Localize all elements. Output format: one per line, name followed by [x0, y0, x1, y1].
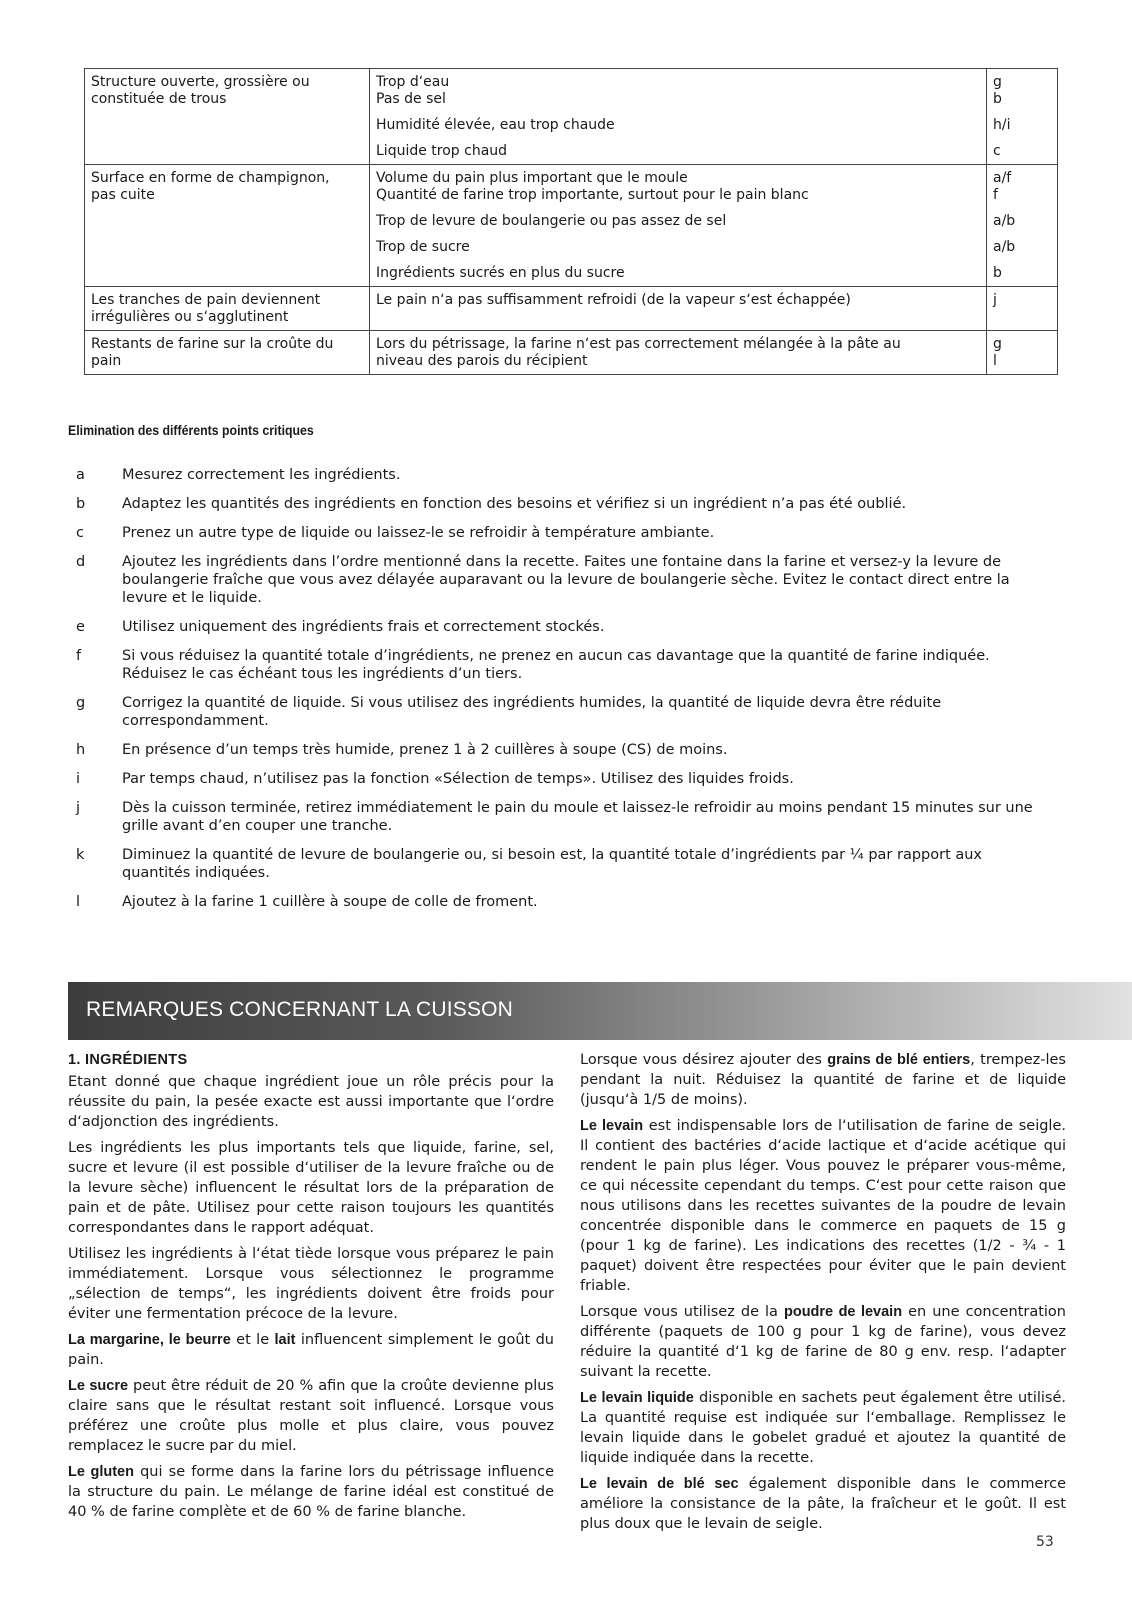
symptom-cell: Les tranches de pain deviennent irrégulières ou s‘agglutinent [85, 287, 370, 331]
bold-term: Le levain [580, 1118, 644, 1134]
right-column [580, 1050, 1066, 1540]
text-run: qui se forme dans la farine lors du pétrissage influence la structure du pain. Le mélange de farine idéal est constitué de 40 % de farine complète et de 60 % de farine blanche. [68, 1464, 554, 1520]
cause-cell: Le pain n‘a pas suffisamment refroidi (de la vapeur s‘est échappée) [370, 287, 987, 331]
item-text: Dès la cuisson terminée, retirez immédiatement le pain du moule et laissez-le refroidir au moins pendant 15 minutes sur une grille avant d’en couper une tranche. [122, 800, 1033, 834]
item-text: Si vous réduisez la quantité totale d’ingrédients, ne prenez en aucun cas davantage que la quantité de farine indiquée. Réduisez le cas échéant tous les ingrédients d’un tiers. [122, 648, 990, 682]
list-item [68, 741, 1038, 759]
text-run: en une concentration différente (paquets de 100 g pour 1 kg de farine), vous devez réduire la quantité d‘1 kg de farine de 80 g env. resp. l‘adapter suivant la recette. [580, 1304, 1066, 1380]
paragraph [580, 1116, 1066, 1296]
item-text: En présence d’un temps très humide, prenez 1 à 2 cuillères à soupe (CS) de moins. [122, 742, 728, 758]
item-text: Ajoutez les ingrédients dans l’ordre mentionné dans la recette. Faites une fontaine dans la farine et versez-y la levure de boulangerie fraîche que vous avez délayée auparavant ou la levure de boulangerie sèche. Evitez le contact direct entre la levure et le liquide. [122, 554, 1010, 606]
item-letter: i [76, 771, 81, 787]
table-row [85, 165, 1058, 209]
paragraph [580, 1388, 1066, 1468]
item-letter: e [76, 619, 85, 635]
item-letter: k [76, 847, 85, 863]
ingredients-heading: 1. INGRÉDIENTS [68, 1052, 188, 1068]
section-title: REMARQUES CONCERNANT LA CUISSON [86, 998, 514, 1021]
item-text: Mesurez correctement les ingrédients. [122, 467, 401, 483]
item-text: Adaptez les quantités des ingrédients en fonction des besoins et vérifiez si un ingrédient n’a pas été oublié. [122, 496, 907, 512]
cause-cell: Liquide trop chaud [370, 138, 987, 165]
remedy-code-cell: j [987, 287, 1058, 331]
list-item [68, 694, 1038, 730]
paragraph [580, 1050, 1066, 1110]
list-item [68, 495, 1038, 513]
paragraph [68, 1244, 554, 1324]
table-row [85, 287, 1058, 331]
item-text: Ajoutez à la farine 1 cuillère à soupe de colle de froment. [122, 894, 538, 910]
bold-term: lait [274, 1332, 296, 1348]
item-text: Prenez un autre type de liquide ou laissez-le se refroidir à température ambiante. [122, 525, 715, 541]
section-banner [68, 982, 1132, 1040]
bold-term: grains de blé entiers [827, 1052, 971, 1068]
text-run: Etant donné que chaque ingrédient joue un rôle précis pour la réussite du pain, la pesée exacte est aussi importante que l‘ordre d‘adjonction des ingrédients. [68, 1074, 554, 1130]
text-run: , trempez-les pendant la nuit. Réduisez la quantité de farine et de liquide (jusqu‘à 1/5 de moins). [580, 1052, 1066, 1108]
item-letter: h [76, 742, 86, 758]
text-run: Lorsque vous utilisez de la [580, 1304, 784, 1320]
paragraph [580, 1474, 1066, 1534]
paragraph [68, 1376, 554, 1456]
item-text: Utilisez uniquement des ingrédients frais et correctement stockés. [122, 619, 605, 635]
paragraph [68, 1462, 554, 1522]
text-run: est indispensable lors de l‘utilisation de farine de seigle. Il contient des bactéries d‘acide lactique et d‘acide acétique qui rendent le pain plus léger. Vous pouvez le préparer vous-même, ce qui nécessite cependant du temps. C‘est pour cette raison que nous utilisons dans les recettes suivantes de la poudre de levain concentrée disponible dans le commerce en paquets de 15 g (pour 1 kg de farine). Les indications des recettes (1/2 - ¾ - 1 paquet) doivent être respectées pour éviter que le pain devient friable. [580, 1118, 1066, 1294]
paragraph [68, 1072, 554, 1132]
item-letter: f [76, 648, 82, 664]
text-run: également disponible dans le commerce améliore la consistance de la pâte, la fraîcheur et le goût. Il est plus doux que le levain de seigle. [580, 1476, 1066, 1532]
table-row [85, 69, 1058, 113]
paragraph [580, 1302, 1066, 1382]
bold-term: poudre de levain [783, 1304, 903, 1320]
remedy-code-cell: h/i [987, 112, 1058, 138]
cause-cell: Humidité élevée, eau trop chaude [370, 112, 987, 138]
symptom-cell: Surface en forme de champignon, pas cuite [85, 165, 370, 287]
troubleshooting-table [84, 68, 1058, 375]
item-text: Par temps chaud, n’utilisez pas la fonction «Sélection de temps». Utilisez des liquides froids. [122, 771, 794, 787]
symptom-cell: Structure ouverte, grossière ou constituée de trous [85, 69, 370, 165]
item-letter: b [76, 496, 86, 512]
cause-cell: Trop d‘eau Pas de sel [370, 69, 987, 113]
cause-cell: Lors du pétrissage, la farine n‘est pas correctement mélangée à la pâte au niveau des parois du récipient [370, 331, 987, 375]
remedy-code-cell: a/b [987, 208, 1058, 234]
cause-cell: Trop de levure de boulangerie ou pas assez de sel [370, 208, 987, 234]
text-run: influencent simplement le goût du pain. [68, 1332, 554, 1368]
critical-points-title: Elimination des différents points critiques [68, 422, 314, 438]
text-run: disponible en sachets peut également être utilisé. La quantité requise est indiquée sur l‘emballage. Remplissez le levain liquide dans le gobelet gradué et ajoutez la quantité de liquide indiquée dans la recette. [580, 1390, 1066, 1466]
remedy-code-cell: g l [987, 331, 1058, 375]
item-letter: g [76, 695, 86, 711]
cause-cell: Volume du pain plus important que le moule Quantité de farine trop importante, surtout pour le pain blanc [370, 165, 987, 209]
list-item [68, 466, 1038, 484]
text-run: Les ingrédients les plus importants tels que liquide, farine, sel, sucre et levure (il est possible d‘utiliser de la levure fraîche ou de la levure sèche) influencent le résultat lors de la préparation de pain et de pâte. Utilisez pour cette raison toujours les quantités correspondantes dans le rapport adéquat. [68, 1140, 554, 1236]
bold-term: Le gluten [68, 1464, 134, 1480]
item-letter: c [76, 525, 84, 541]
bold-term: Le levain liquide [580, 1390, 694, 1406]
symptom-cell: Restants de farine sur la croûte du pain [85, 331, 370, 375]
bold-term: La margarine, le beurre [68, 1332, 231, 1348]
remedy-code-cell: g b [987, 69, 1058, 113]
text-run: peut être réduit de 20 % afin que la croûte devienne plus claire sans que le résultat restant soit influencé. Lorsque vous préférez une croûte plus molle et plus claire, vous pouvez remplacez le sucre par du miel. [68, 1378, 554, 1454]
text-run: et le [230, 1332, 275, 1348]
page-number: 53 [1036, 1534, 1054, 1550]
list-item [68, 770, 1038, 788]
list-item [68, 647, 1038, 683]
cause-cell: Trop de sucre [370, 234, 987, 260]
bold-term: Le levain de blé sec [580, 1476, 739, 1492]
remedy-code-cell: c [987, 138, 1058, 165]
item-letter: d [76, 554, 86, 570]
list-item [68, 846, 1038, 882]
text-run: Lorsque vous désirez ajouter des [580, 1052, 828, 1068]
left-column [68, 1050, 554, 1528]
bold-term: Le sucre [68, 1378, 129, 1394]
list-item [68, 893, 1038, 911]
remedy-list [68, 466, 1038, 922]
item-text: Diminuez la quantité de levure de boulangerie ou, si besoin est, la quantité totale d’ingrédients par ¼ par rapport aux quantités indiquées. [122, 847, 983, 881]
list-item [68, 553, 1038, 607]
remedy-code-cell: a/b [987, 234, 1058, 260]
table-row [85, 331, 1058, 375]
item-letter: l [76, 894, 81, 910]
paragraph [68, 1330, 554, 1370]
paragraph [68, 1138, 554, 1238]
remedy-code-cell: a/f f [987, 165, 1058, 209]
remedy-code-cell: b [987, 260, 1058, 287]
list-item [68, 524, 1038, 542]
cause-cell: Ingrédients sucrés en plus du sucre [370, 260, 987, 287]
list-item [68, 799, 1038, 835]
list-item [68, 618, 1038, 636]
item-letter: a [76, 467, 85, 483]
text-run: Utilisez les ingrédients à l‘état tiède lorsque vous préparez le pain immédiatement. Lorsque vous sélectionnez le programme „sélection de temps“, les ingrédients doivent être froids pour éviter une fermentation précoce de la levure. [68, 1246, 554, 1322]
item-letter: j [76, 800, 81, 816]
item-text: Corrigez la quantité de liquide. Si vous utilisez des ingrédients humides, la quantité de liquide devra être réduite correspondamment. [122, 695, 942, 729]
